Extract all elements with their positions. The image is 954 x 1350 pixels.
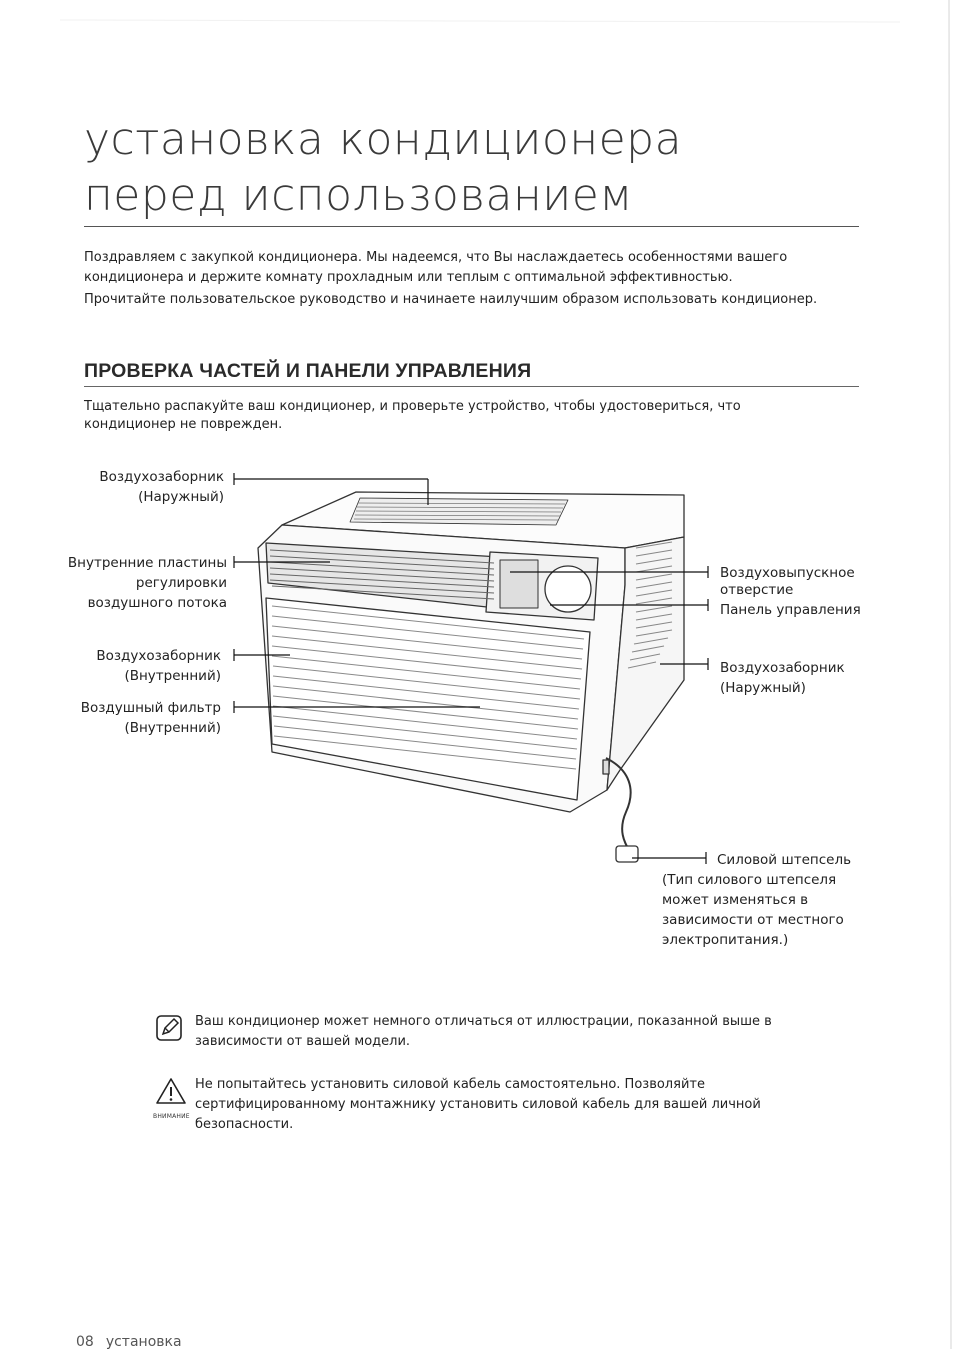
label-air-filter <box>81 698 221 738</box>
intro-paragraph <box>84 248 874 310</box>
label-line: (Внутренний) <box>124 668 221 684</box>
label-line: воздушного потока <box>87 595 227 611</box>
label-line: Силовой штепсель <box>717 852 852 868</box>
warning-caption: ВНИМАНИЕ <box>153 1113 190 1120</box>
label-line: Воздуховыпускное <box>720 565 855 581</box>
label-line: Воздухозаборник <box>96 648 221 664</box>
section-text-line-2: кондиционер не поврежден. <box>84 417 283 432</box>
label-line: регулировки <box>135 575 227 591</box>
label-line: зависимости от местного <box>662 912 844 928</box>
label-line: электропитания.) <box>662 932 789 948</box>
section-text <box>84 398 804 434</box>
label-line: (Тип силового штепселя <box>662 872 837 888</box>
label-line: Воздухозаборник <box>720 660 845 676</box>
label-line: Воздухозаборник <box>99 469 224 485</box>
page-title <box>84 112 864 224</box>
label-line: может изменяться в <box>662 892 809 908</box>
warning-line-3: безопасности. <box>195 1117 294 1132</box>
intro-line-2: кондиционера и держите комнату прохладным или теплым с оптимальной эффективностью. <box>84 270 733 285</box>
page-footer <box>76 1334 182 1350</box>
label-line: Внутренние пластины <box>67 555 227 571</box>
title-line-2: перед использованием <box>84 170 633 221</box>
label-air-outlet <box>720 565 855 599</box>
label-power-plug <box>662 850 851 950</box>
pencil-note-icon <box>155 1014 183 1049</box>
model-difference-note <box>155 1012 835 1056</box>
warning-line-2: сертифицированному монтажнику установить силовой кабель для вашей личной <box>195 1097 761 1112</box>
label-airflow-louvers <box>68 553 227 613</box>
label-line: Панель управления <box>720 602 861 618</box>
label-control-panel <box>720 600 861 620</box>
note-line-2: зависимости от вашей модели. <box>195 1034 411 1049</box>
section-rule <box>84 386 859 387</box>
air-conditioner-diagram <box>0 440 954 980</box>
title-rule <box>84 226 859 227</box>
label-line: (Наружный) <box>720 680 806 696</box>
label-line: (Внутренний) <box>124 720 221 736</box>
label-inner-air-intake <box>96 646 221 686</box>
footer-section-name: установка <box>105 1334 182 1350</box>
note-line-1: Ваш кондиционер может немного отличаться от иллюстрации, показанной выше в <box>195 1014 772 1029</box>
page-number: 08 <box>76 1334 94 1350</box>
label-line: отверстие <box>720 582 794 598</box>
label-line: Воздушный фильтр <box>80 700 221 716</box>
intro-line-1: Поздравляем с закупкой кондиционера. Мы надеемся, что Вы наслаждаетесь особенностями вашего <box>84 250 788 265</box>
intro-line-3: Прочитайте пользовательское руководство и начинаете наилучшим образом использовать кондиционер. <box>84 292 818 307</box>
label-line: (Наружный) <box>138 489 224 505</box>
section-heading: ПРОВЕРКА ЧАСТЕЙ И ПАНЕЛИ УПРАВЛЕНИЯ <box>84 360 532 382</box>
power-cable-warning <box>155 1075 835 1139</box>
warning-line-1: Не попытайтесь установить силовой кабель самостоятельно. Позволяйте <box>195 1077 705 1092</box>
label-outer-air-intake-top <box>99 467 224 507</box>
title-line-1: установка кондиционера <box>84 114 683 165</box>
label-outer-air-intake-side <box>720 658 845 698</box>
section-text-line-1: Тщательно распакуйте ваш кондиционер, и проверьте устройство, чтобы удостовериться, что <box>84 399 741 414</box>
